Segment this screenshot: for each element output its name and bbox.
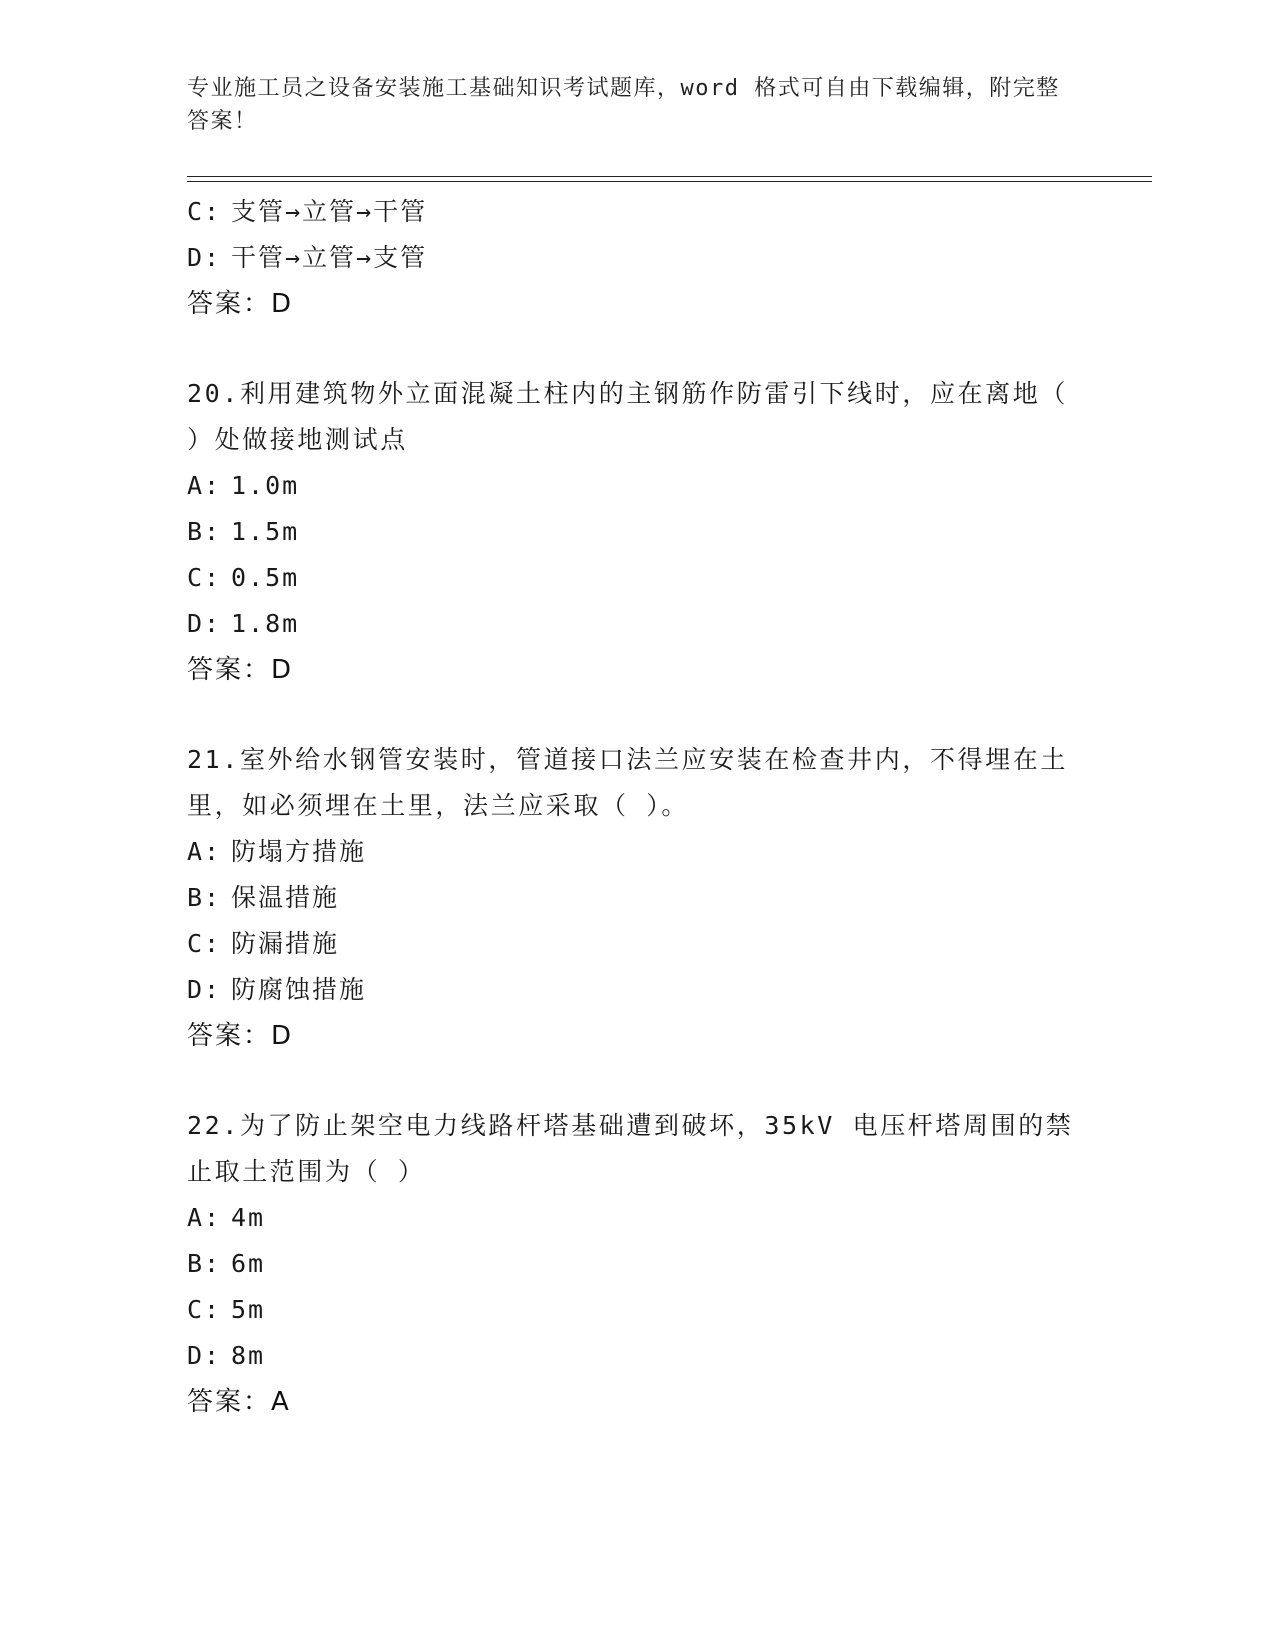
option-c: C: 0.5m xyxy=(187,563,300,592)
option-d: D: 1.8m xyxy=(187,609,300,638)
answer: 答案：A xyxy=(187,1387,291,1417)
option-b: B: 6m xyxy=(187,1249,266,1278)
question-stem: 21.室外给水钢管安装时，管道接口法兰应安装在检查井内，不得埋在土里，如必须埋在土里，法兰应采取（ ）。 xyxy=(187,745,1068,820)
question-20 xyxy=(187,371,1087,693)
header-divider-top xyxy=(187,176,1152,177)
option-c: C: 支管→立管→干管 xyxy=(187,197,428,226)
header-divider-bottom xyxy=(187,181,1152,182)
question-22 xyxy=(187,1103,1087,1425)
answer: 答案：D xyxy=(187,1021,294,1051)
option-c: C: 防漏措施 xyxy=(187,929,340,958)
question-stem: 20.利用建筑物外立面混凝土柱内的主钢筋作防雷引下线时，应在离地（ ）处做接地测试点 xyxy=(187,379,1068,454)
answer: 答案：D xyxy=(187,289,294,319)
page-header: 专业施工员之设备安装施工基础知识考试题库，word 格式可自由下载编辑，附完整答案！ xyxy=(187,76,1060,134)
option-b: B: 1.5m xyxy=(187,517,300,546)
option-a: A: 1.0m xyxy=(187,471,300,500)
answer: 答案：D xyxy=(187,655,294,685)
option-d: D: 干管→立管→支管 xyxy=(187,243,428,272)
question-stem: 22.为了防止架空电力线路杆塔基础遭到破坏，35kV 电压杆塔周围的禁止取土范围为（ ） xyxy=(187,1111,1074,1186)
option-a: A: 4m xyxy=(187,1203,266,1232)
option-b: B: 保温措施 xyxy=(187,883,340,912)
question-21 xyxy=(187,737,1087,1059)
document-body xyxy=(187,189,1087,1425)
option-d: D: 防腐蚀措施 xyxy=(187,975,367,1004)
option-c: C: 5m xyxy=(187,1295,266,1324)
option-a: A: 防塌方措施 xyxy=(187,837,367,866)
option-d: D: 8m xyxy=(187,1341,266,1370)
